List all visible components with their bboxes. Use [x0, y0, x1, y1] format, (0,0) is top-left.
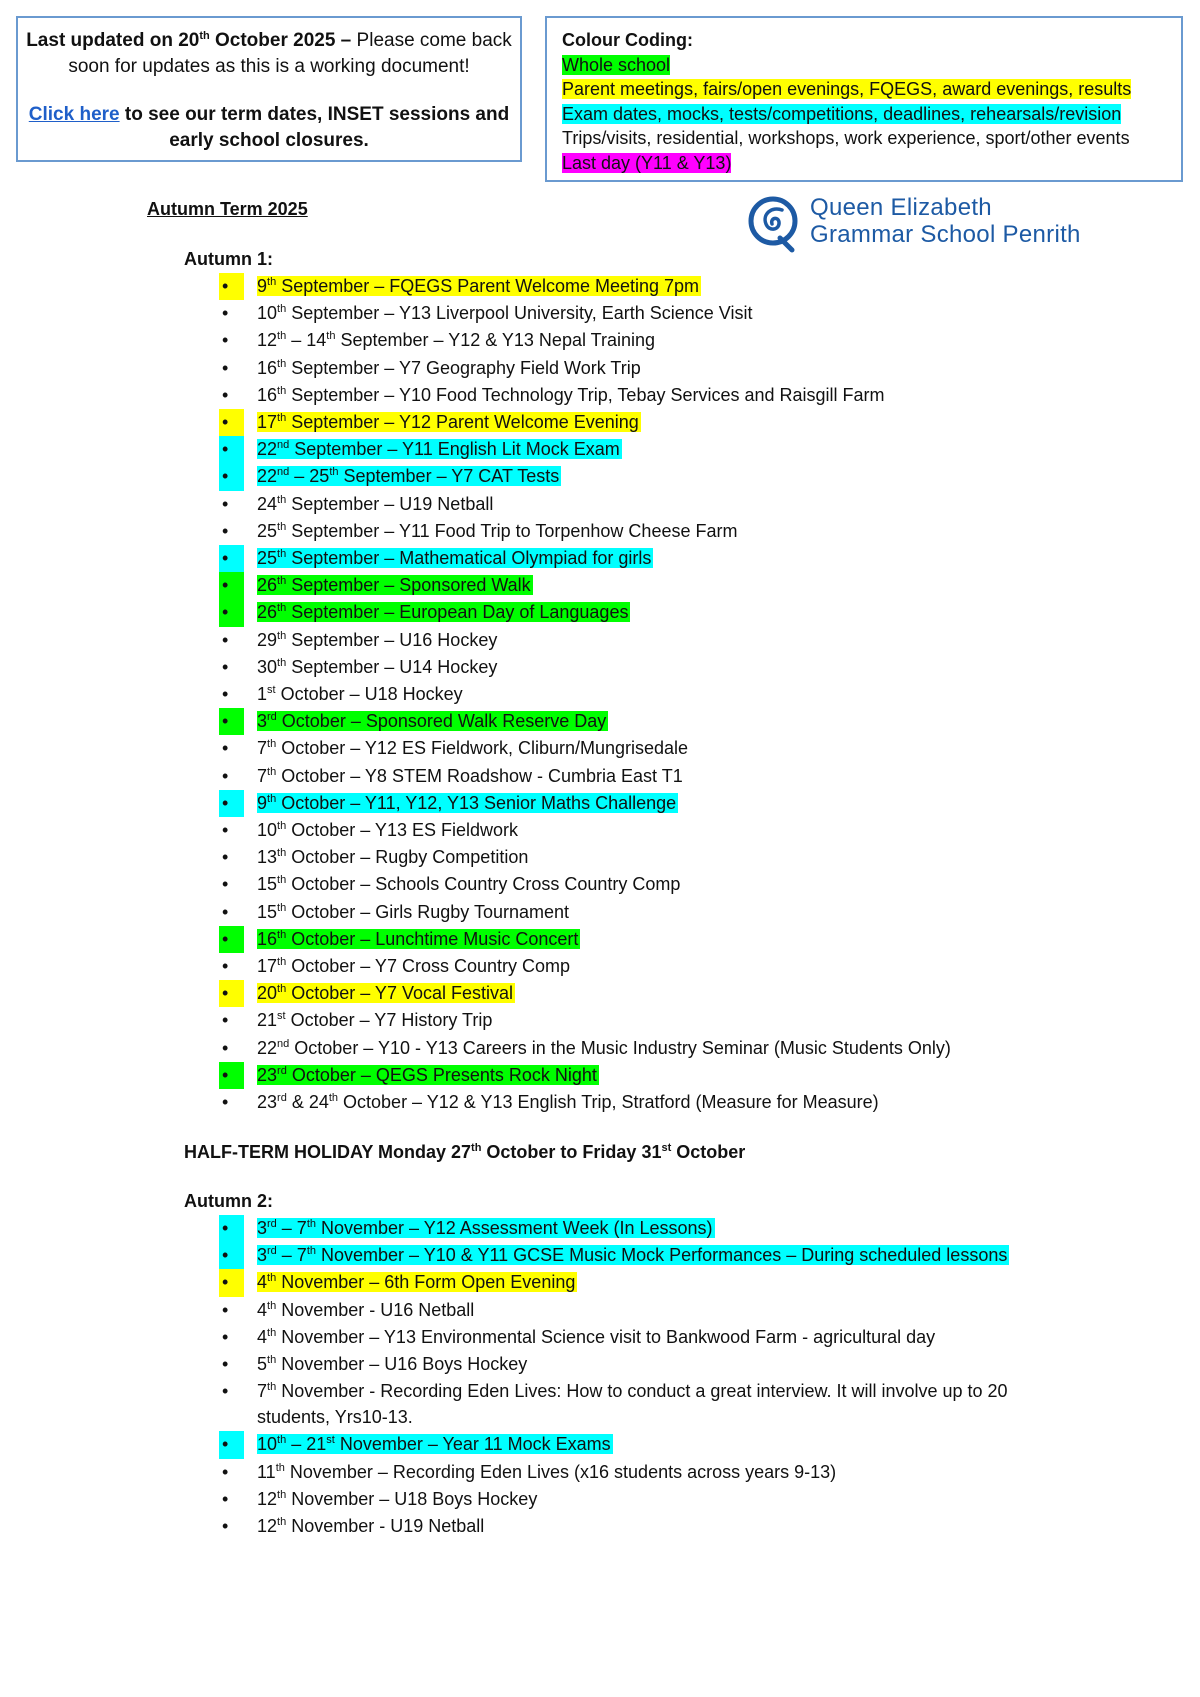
bullet-icon: •: [222, 874, 229, 895]
event-day-end-suffix: th: [328, 1092, 339, 1105]
event-text: [257, 330, 655, 350]
event-description: November – Year 11 Mock Exams: [334, 1434, 611, 1455]
event-day: 9: [257, 792, 268, 813]
event-day-suffix: th: [277, 1434, 287, 1447]
event-day: 12: [257, 330, 278, 351]
event-text: [257, 548, 653, 568]
event-day: 21: [257, 1010, 278, 1031]
bullet-icon: •: [219, 926, 244, 953]
event-item: [0, 1378, 1057, 1431]
event-description: September – Y12 Parent Welcome Evening: [286, 412, 639, 433]
event-text: [257, 439, 622, 459]
event-day-suffix: rd: [277, 1092, 287, 1105]
event-text: [257, 956, 570, 976]
event-day: 22: [257, 439, 278, 460]
event-day: 10: [257, 303, 278, 324]
event-item: [0, 1089, 951, 1116]
bullet-icon: •: [222, 656, 229, 677]
bullet-icon: •: [222, 1516, 229, 1537]
event-text: [257, 874, 680, 894]
event-item: [0, 1513, 1057, 1540]
key-trips: Trips/visits, residential, workshops, work experience, sport/other events: [562, 128, 1130, 148]
event-text: [257, 358, 641, 378]
bullet-icon: •: [219, 463, 244, 490]
event-description: October – Y7 Vocal Festival: [286, 983, 514, 1004]
event-description: October – Y7 History Trip: [285, 1010, 493, 1031]
half-term-sup1: th: [471, 1142, 482, 1154]
event-day-suffix: th: [277, 330, 287, 343]
bullet-icon: •: [222, 820, 229, 841]
autumn1-heading: Autumn 1:: [184, 249, 273, 269]
event-day-suffix: st: [267, 684, 276, 697]
term-dates-link-text: to see our term dates, INSET sessions and early school closures.: [119, 104, 510, 151]
event-day-end: – 25: [289, 466, 330, 487]
event-item: [0, 300, 951, 327]
event-text: [257, 766, 683, 786]
event-text: [257, 847, 528, 867]
event-text: [257, 1245, 1009, 1265]
event-text: [257, 793, 678, 813]
event-description: November – Recording Eden Lives (x16 students across years 9-13): [284, 1461, 837, 1482]
event-day: 20: [257, 983, 278, 1004]
event-description: September – European Day of Languages: [286, 602, 629, 623]
term-title: Autumn Term 2025: [147, 199, 308, 219]
last-updated-date: October 2025 –: [209, 30, 352, 51]
event-description: November - Recording Eden Lives: How to conduct a great interview. It will involve up to 20 students, Yrs10-13.: [257, 1381, 1008, 1428]
event-day: 17: [257, 412, 278, 433]
event-day: 30: [257, 656, 278, 677]
bullet-icon: •: [222, 303, 229, 324]
event-text: [257, 521, 737, 541]
event-day-suffix: th: [267, 738, 277, 751]
key-last-day: Last day (Y11 & Y13): [562, 152, 732, 173]
event-text: [257, 1434, 613, 1454]
event-description: October – QEGS Presents Rock Night: [286, 1064, 597, 1085]
event-day-suffix: th: [277, 575, 287, 588]
bullet-icon: •: [222, 1299, 229, 1320]
key-parent-meetings: Parent meetings, fairs/open evenings, FQEGS, award evenings, results: [562, 79, 1132, 99]
event-text: [257, 412, 641, 432]
event-text: [257, 820, 518, 840]
event-description: September – Y11 Food Trip to Torpenhow Cheese Farm: [286, 520, 738, 541]
bullet-icon: •: [222, 330, 229, 351]
event-day-suffix: th: [267, 276, 277, 288]
event-item: [0, 844, 951, 871]
half-term-start: HALF-TERM HOLIDAY Monday 27: [184, 1142, 472, 1162]
event-text: [257, 1272, 577, 1292]
event-day: 1: [257, 684, 268, 705]
term-dates-note: [18, 102, 520, 154]
event-day-end: & 24: [286, 1092, 329, 1113]
event-day-suffix: th: [277, 412, 287, 425]
event-item: [0, 1431, 1057, 1458]
event-description: October – Schools Country Cross Country Comp: [286, 874, 681, 895]
event-item: [0, 1351, 1057, 1378]
event-text: [257, 303, 752, 323]
event-day-suffix: th: [277, 901, 287, 914]
event-item: [0, 1297, 1057, 1324]
event-day: 16: [257, 357, 278, 378]
event-text: [257, 494, 493, 514]
school-name: [810, 194, 1081, 248]
event-day-suffix: th: [277, 357, 287, 370]
event-description: November – Y13 Environmental Science visit to Bankwood Farm - agricultural day: [276, 1326, 936, 1347]
event-day-suffix: rd: [267, 1245, 277, 1258]
key-exam-dates: Exam dates, mocks, tests/competitions, deadlines, rehearsals/revision: [562, 103, 1122, 124]
bullet-icon: •: [222, 1326, 229, 1347]
event-description: November – 6th Form Open Evening: [276, 1272, 576, 1293]
event-day: 4: [257, 1299, 268, 1320]
event-day: 3: [257, 1245, 268, 1266]
bullet-icon: •: [222, 956, 229, 977]
event-text: [257, 1038, 951, 1058]
event-day: 25: [257, 520, 278, 541]
event-day: 7: [257, 738, 268, 759]
bullet-icon: •: [219, 599, 244, 626]
bullet-icon: •: [222, 520, 229, 541]
event-text: [257, 1092, 879, 1112]
event-description: October – Y12 ES Fieldwork, Cliburn/Mungrisedale: [276, 738, 689, 759]
event-day-suffix: th: [277, 928, 287, 941]
event-description: October – U18 Hockey: [275, 684, 463, 705]
event-item: [0, 382, 951, 409]
event-day-suffix: nd: [277, 439, 290, 452]
event-item: [0, 926, 951, 953]
event-day: 17: [257, 956, 278, 977]
event-day-suffix: th: [267, 792, 277, 805]
event-day: 13: [257, 847, 278, 868]
event-day: 10: [257, 820, 278, 841]
event-item: [0, 1242, 1057, 1269]
half-term-sup2: st: [661, 1142, 672, 1154]
event-text: [257, 385, 885, 405]
event-description: October – Y13 ES Fieldwork: [286, 820, 518, 841]
event-item: [0, 355, 951, 382]
event-day-end: – 21: [286, 1434, 327, 1455]
last-updated-label: Last updated on 20: [26, 30, 200, 51]
event-day: 25: [257, 548, 278, 569]
event-item: [0, 491, 951, 518]
bullet-icon: •: [219, 708, 244, 735]
event-item: [0, 436, 951, 463]
event-item: [0, 735, 951, 762]
event-day-suffix: th: [267, 1381, 277, 1394]
event-day-suffix: rd: [267, 1218, 277, 1230]
event-description: October – Sponsored Walk Reserve Day: [276, 711, 607, 732]
event-text: [257, 602, 630, 622]
bullet-icon: •: [219, 1242, 244, 1269]
event-day: 23: [257, 1092, 278, 1113]
event-text: [257, 1300, 474, 1320]
event-item: [0, 1007, 951, 1034]
event-day-suffix: th: [277, 384, 287, 397]
event-item: [0, 899, 951, 926]
event-day-suffix: nd: [277, 466, 290, 479]
event-day-suffix: th: [277, 493, 287, 506]
event-description: October – Y7 Cross Country Comp: [286, 956, 570, 977]
event-day-suffix: th: [277, 1488, 287, 1501]
bullet-icon: •: [222, 738, 229, 759]
event-day: 15: [257, 901, 278, 922]
event-description: October – Y12 & Y13 English Trip, Stratford (Measure for Measure): [338, 1092, 879, 1113]
event-day-end-suffix: th: [306, 1245, 317, 1258]
event-text: [257, 684, 463, 704]
event-description: November – Y10 & Y11 GCSE Music Mock Performances – During scheduled lessons: [316, 1245, 1008, 1266]
update-notice-box: [16, 16, 522, 162]
event-day-suffix: th: [277, 629, 287, 642]
bullet-icon: •: [219, 273, 244, 300]
event-description: October – Rugby Competition: [286, 847, 529, 868]
bullet-icon: •: [222, 384, 229, 405]
event-day-suffix: th: [277, 548, 287, 561]
event-item: [0, 545, 951, 572]
event-day-suffix: th: [277, 1516, 287, 1529]
bullet-icon: •: [219, 436, 244, 463]
event-text: [257, 1489, 537, 1509]
event-item: [0, 763, 951, 790]
event-text: [257, 711, 608, 731]
event-text: [257, 1354, 527, 1374]
event-item: [0, 627, 951, 654]
event-description: September – Y10 Food Technology Trip, Tebay Services and Raisgill Farm: [286, 384, 885, 405]
event-item: [0, 708, 951, 735]
school-logo: [748, 194, 1088, 256]
event-day-suffix: th: [277, 983, 287, 996]
bullet-icon: •: [222, 493, 229, 514]
event-day-suffix: nd: [277, 1037, 290, 1050]
event-item: [0, 273, 951, 300]
event-day: 4: [257, 1326, 268, 1347]
event-day: 16: [257, 928, 278, 949]
event-text: [257, 1010, 492, 1030]
event-day-end: – 14: [286, 330, 327, 351]
event-description: September – FQEGS Parent Welcome Meeting 7pm: [276, 276, 700, 296]
autumn2-heading: Autumn 2:: [184, 1191, 273, 1211]
half-term-end: October: [671, 1142, 746, 1162]
event-day-suffix: th: [275, 1461, 285, 1474]
autumn2-event-list: [0, 1215, 1057, 1540]
event-day-suffix: th: [267, 1272, 277, 1285]
bullet-icon: •: [222, 765, 229, 786]
colour-key-box: [545, 16, 1183, 182]
event-description: November - U19 Netball: [286, 1516, 485, 1537]
event-text: [257, 738, 688, 758]
event-day-suffix: rd: [267, 711, 277, 724]
event-text: [257, 657, 497, 677]
event-text: [257, 466, 561, 486]
event-description: November – U18 Boys Hockey: [286, 1488, 538, 1509]
event-item: [0, 1062, 951, 1089]
event-description: September – Y11 English Lit Mock Exam: [289, 439, 620, 460]
event-item: [0, 327, 951, 354]
bullet-icon: •: [219, 572, 244, 599]
event-description: September – Sponsored Walk: [286, 575, 531, 596]
bullet-icon: •: [222, 629, 229, 650]
event-description: September – U19 Netball: [286, 493, 494, 514]
event-day: 23: [257, 1064, 278, 1085]
event-item: [0, 599, 951, 626]
event-item: [0, 1269, 1057, 1296]
event-text: [257, 983, 515, 1003]
event-day-suffix: th: [277, 956, 287, 969]
last-updated-sup: th: [199, 30, 210, 42]
event-day-end-suffix: th: [326, 330, 336, 343]
event-day: 29: [257, 629, 278, 650]
event-day-suffix: th: [277, 874, 287, 887]
event-description: October – Lunchtime Music Concert: [286, 928, 579, 949]
event-day-suffix: st: [277, 1010, 286, 1023]
bullet-icon: •: [222, 1381, 229, 1402]
event-item: [0, 953, 951, 980]
event-description: September – Y12 & Y13 Nepal Training: [335, 330, 655, 351]
event-description: November – Y12 Assessment Week (In Lessons): [316, 1218, 713, 1238]
event-day: 9: [257, 276, 268, 296]
event-day-end: – 7: [276, 1218, 307, 1238]
event-item: [0, 817, 951, 844]
school-name-line2: Grammar School Penrith: [810, 221, 1081, 248]
event-day: 16: [257, 384, 278, 405]
event-item: [0, 1486, 1057, 1513]
event-item: [0, 1035, 951, 1062]
bullet-icon: •: [222, 1488, 229, 1509]
event-item: [0, 980, 951, 1007]
event-day: 5: [257, 1354, 268, 1375]
event-day-suffix: th: [277, 602, 287, 615]
event-description: November – U16 Boys Hockey: [276, 1354, 528, 1375]
event-text: [257, 929, 580, 949]
event-day-suffix: th: [267, 1354, 277, 1367]
event-item: [0, 681, 951, 708]
bullet-icon: •: [219, 790, 244, 817]
bullet-icon: •: [219, 545, 244, 572]
event-description: October – Y11, Y12, Y13 Senior Maths Challenge: [276, 792, 677, 813]
event-day: 26: [257, 575, 278, 596]
bullet-icon: •: [222, 357, 229, 378]
event-description: September – Mathematical Olympiad for girls: [286, 548, 652, 569]
event-day-suffix: th: [277, 303, 287, 316]
event-description: September – U16 Hockey: [286, 629, 498, 650]
event-description: November - U16 Netball: [276, 1299, 475, 1320]
bullet-icon: •: [222, 847, 229, 868]
event-item: [0, 654, 951, 681]
bullet-icon: •: [219, 1431, 244, 1458]
event-text: [257, 1327, 935, 1347]
bullet-icon: •: [222, 1354, 229, 1375]
event-text: [257, 902, 569, 922]
event-day-end-suffix: th: [306, 1218, 317, 1230]
event-description: October – Y10 - Y13 Careers in the Music Industry Seminar (Music Students Only): [289, 1037, 951, 1058]
event-day: 7: [257, 1381, 268, 1402]
event-item: [0, 463, 951, 490]
bullet-icon: •: [219, 1269, 244, 1296]
event-item: [0, 1324, 1057, 1351]
event-day: 15: [257, 874, 278, 895]
half-term-mid: October to Friday 31: [481, 1142, 662, 1162]
event-day: 4: [257, 1272, 268, 1293]
working-doc-note: Please come back soon for updates as this is a working document!: [68, 30, 512, 77]
bullet-icon: •: [222, 1092, 229, 1113]
event-item: [0, 1459, 1057, 1486]
event-text: [257, 575, 533, 595]
event-text: [257, 1065, 599, 1085]
event-day: 7: [257, 765, 268, 786]
event-day: 10: [257, 1434, 278, 1455]
event-item: [0, 409, 951, 436]
event-item: [0, 572, 951, 599]
event-text: [257, 276, 701, 296]
event-day: 24: [257, 493, 278, 514]
school-crest-icon: [748, 194, 804, 256]
event-item: [0, 871, 951, 898]
event-day: 22: [257, 1037, 278, 1058]
event-day-suffix: th: [277, 656, 287, 669]
event-description: September – Y7 CAT Tests: [338, 466, 560, 487]
key-whole-school: Whole school: [562, 54, 671, 75]
event-item: [0, 790, 951, 817]
term-dates-link[interactable]: Click here: [28, 104, 120, 125]
half-term-notice: [184, 1142, 745, 1163]
bullet-icon: •: [222, 901, 229, 922]
bullet-icon: •: [222, 684, 229, 705]
event-day-end-suffix: th: [329, 466, 339, 479]
bullet-icon: •: [222, 1037, 229, 1058]
event-day: 22: [257, 466, 278, 487]
bullet-icon: •: [219, 1062, 244, 1089]
event-description: October – Y8 STEM Roadshow - Cumbria East T1: [276, 765, 683, 786]
event-day-end: – 7: [276, 1245, 307, 1266]
event-day-suffix: th: [277, 520, 287, 533]
event-description: October – Girls Rugby Tournament: [286, 901, 570, 922]
event-text: [257, 1462, 836, 1482]
update-notice-text: [18, 28, 520, 80]
event-day: 11: [257, 1461, 276, 1482]
colour-key-title: Colour Coding:: [562, 30, 693, 50]
event-day: 3: [257, 1218, 268, 1238]
event-day-suffix: th: [267, 1326, 277, 1339]
event-text: [257, 1378, 1057, 1430]
event-day-suffix: rd: [277, 1064, 287, 1077]
event-description: September – U14 Hockey: [286, 656, 498, 677]
event-text: [257, 1218, 715, 1238]
autumn1-event-list: [0, 273, 951, 1116]
event-day: 26: [257, 602, 278, 623]
event-day-suffix: th: [277, 847, 287, 860]
event-day-suffix: th: [277, 820, 287, 833]
event-day-suffix: th: [267, 1299, 277, 1312]
bullet-icon: •: [219, 980, 244, 1007]
event-day-end-suffix: st: [326, 1434, 335, 1447]
event-item: [0, 518, 951, 545]
event-day: 3: [257, 711, 268, 732]
event-text: [257, 1516, 484, 1536]
school-name-line1: Queen Elizabeth: [810, 194, 992, 221]
event-day: 12: [257, 1516, 278, 1537]
bullet-icon: •: [222, 1461, 229, 1482]
bullet-icon: •: [219, 409, 244, 436]
event-item: [0, 1215, 1057, 1242]
event-text: [257, 630, 497, 650]
event-description: September – Y7 Geography Field Work Trip: [286, 357, 641, 378]
event-day: 12: [257, 1488, 278, 1509]
bullet-icon: •: [219, 1215, 244, 1242]
event-description: September – Y13 Liverpool University, Earth Science Visit: [286, 303, 753, 324]
bullet-icon: •: [222, 1010, 229, 1031]
event-day-suffix: th: [267, 765, 277, 778]
